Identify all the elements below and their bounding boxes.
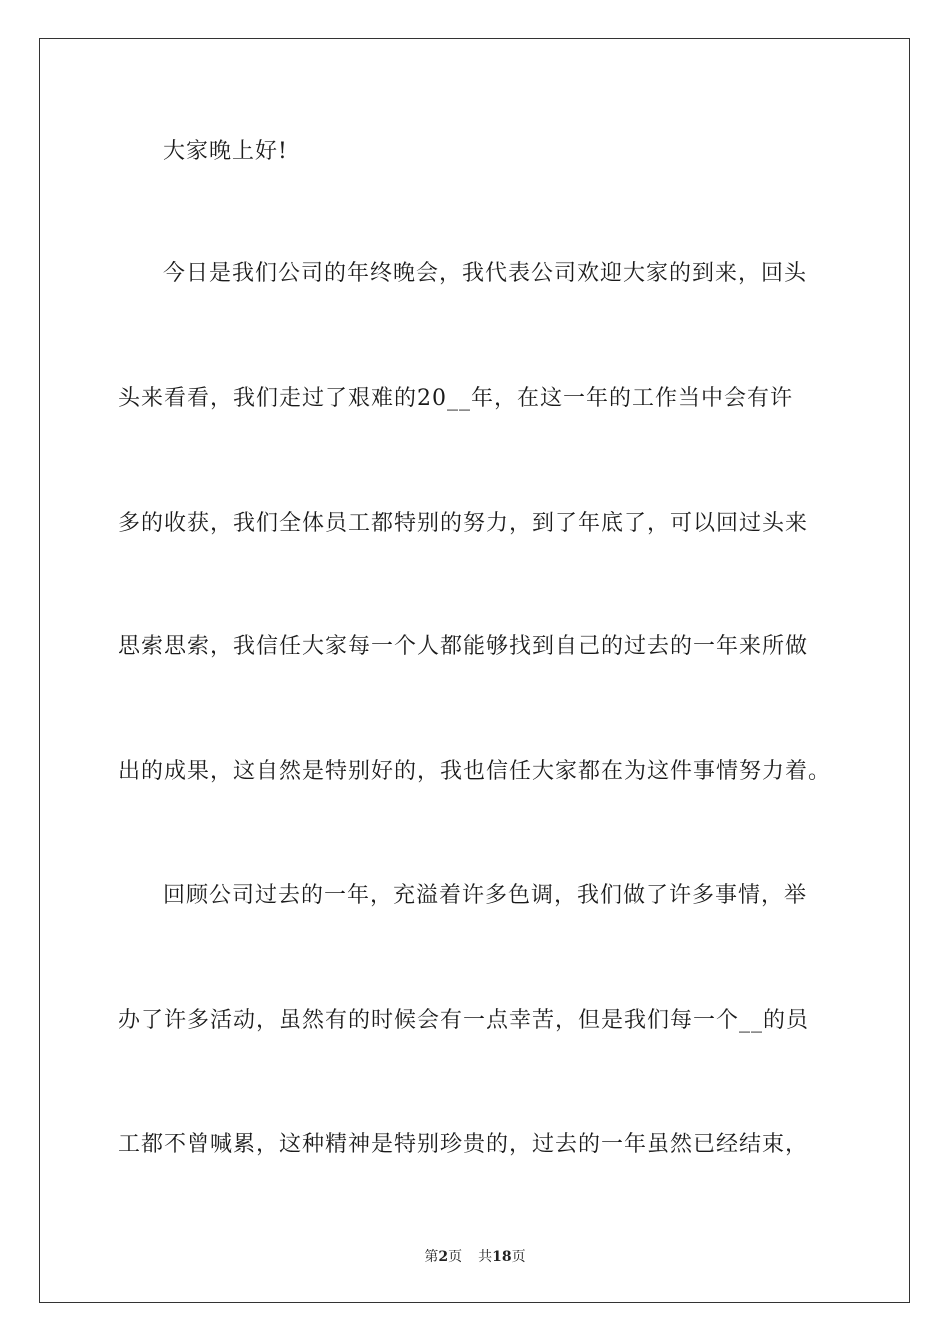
total-prefix: 共 (478, 1249, 493, 1265)
page-border (39, 38, 910, 1303)
paragraph-1-line-2: 头来看看，我们走过了艰难的20__年，在这一年的工作当中会有许 (118, 386, 793, 411)
page-current: 2 (438, 1249, 449, 1265)
paragraph-1-line-3: 多的收获，我们全体员工都特别的努力，到了年底了，可以回过头来 (118, 511, 809, 536)
paragraph-2-line-2: 办了许多活动，虽然有的时候会有一点幸苦，但是我们每一个__的员 (118, 1008, 810, 1033)
page-footer (0, 1247, 950, 1267)
paragraph-1-line-4: 思索思索，我信任大家每一个人都能够找到自己的过去的一年来所做 (118, 634, 809, 659)
page-suffix: 页 (448, 1249, 463, 1265)
paragraph-1-line-5: 出的成果，这自然是特别好的，我也信任大家都在为这件事情努力着。 (118, 759, 832, 784)
paragraph-2-line-1: 回顾公司过去的一年，充溢着许多色调，我们做了许多事情，举 (163, 883, 808, 908)
page-prefix: 第 (424, 1249, 439, 1265)
paragraph-2-line-3: 工都不曾喊累，这种精神是特别珍贵的，过去的一年虽然已经结束， (118, 1132, 809, 1157)
total-suffix: 页 (511, 1249, 526, 1265)
paragraph-1-line-1: 今日是我们公司的年终晚会，我代表公司欢迎大家的到来，回头 (163, 261, 808, 286)
greeting-line: 大家晚上好! (163, 139, 288, 164)
page-total: 18 (492, 1249, 512, 1265)
